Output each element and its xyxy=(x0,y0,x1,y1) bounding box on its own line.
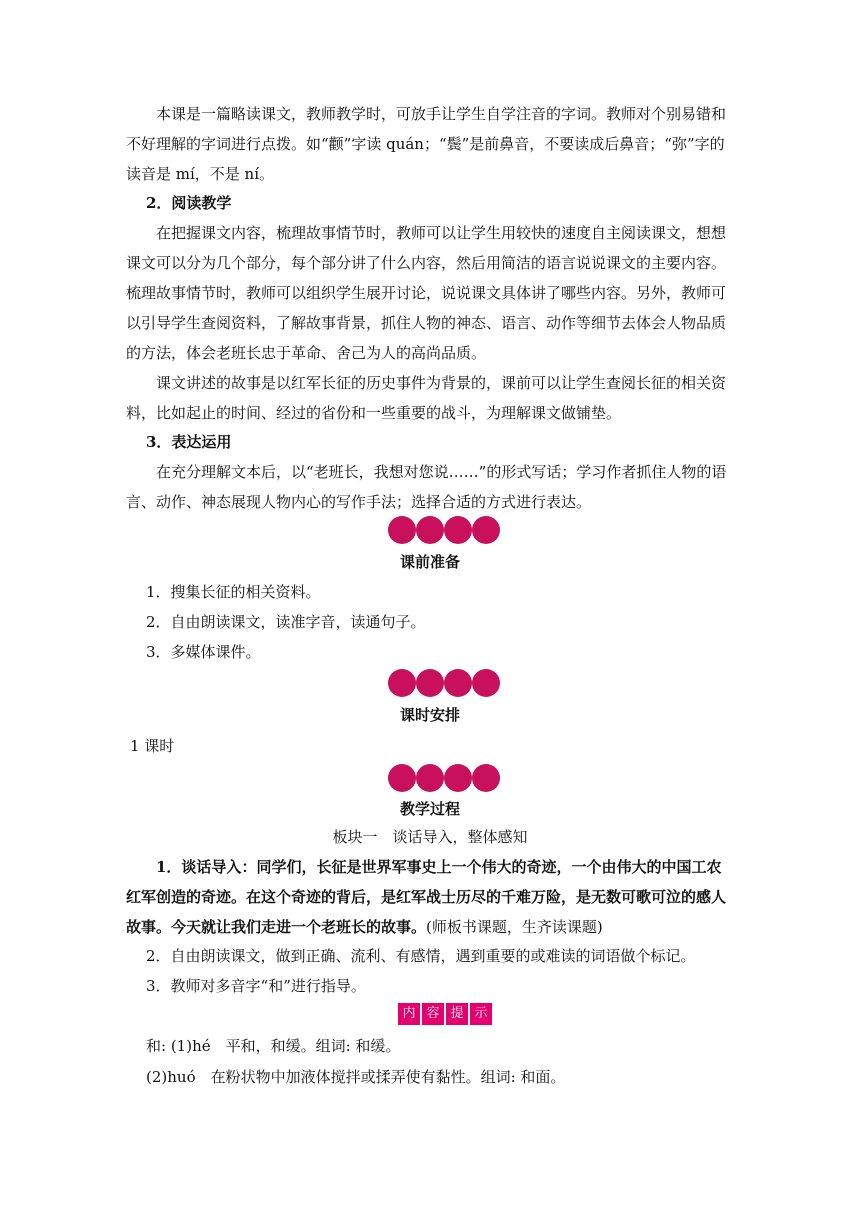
list-item: 2．自由朗读课文，读准字音，读通句子。 xyxy=(146,613,426,631)
list-item-intro xyxy=(126,852,736,942)
schedule-text: 1 课时 xyxy=(130,737,175,755)
paragraph-expression: 在充分理解文本后，以“老班长，我想对您说……”的形式写话；学习作者抓住人物的语言、动作、神态展现人物内心的写作手法；选择合适的方式进行表达。 xyxy=(126,463,727,511)
heading-reading-teaching: 2．阅读教学 xyxy=(146,194,232,212)
section-title-process: 教学过程 xyxy=(399,800,460,818)
tip-char: 容 xyxy=(422,1003,444,1025)
tip-char: 内 xyxy=(398,1003,420,1025)
paragraph-background: 课文讲述的故事是以红军长征的历史事件为背景的，课前可以让学生查阅长征的相关资料，比如起止的时间、经过的省份和一些重要的战斗，为理解课文做铺垫。 xyxy=(126,374,727,422)
pronunciation-line: (2)huó 在粉状物中加液体搅拌或揉弄使有黏性。组词: 和面。 xyxy=(146,1068,566,1086)
intro-text: 1．谈话导入：同学们，长征是世界军事史上一个伟大的奇迹，一个由伟大的中国工农红军创造的奇迹。在这个奇迹的背后，是红军战士历尽的千难万险，是无数可歌可泣的感人故事。今天就让我们走进一个老班长的故事。 xyxy=(126,858,727,936)
section-title-schedule: 课时安排 xyxy=(399,706,460,724)
block-subtitle: 板块一 谈话导入，整体感知 xyxy=(332,828,528,846)
paragraph-reading: 在把握课文内容，梳理故事情节时，教师可以让学生用较快的速度自主阅读课文，想想课文可以分为几个部分，每个部分讲了什么内容，然后用简洁的语言说说课文的主要内容。梳理故事情节时，教师可以组织学生展开讨论，说说课文具体讲了哪些内容。另外，教师可以引导学生查阅资料，了解故事背景，抓住人物的神态、语言、动作等细节去体会人物品质的方法，体会老班长忠于革命、舍己为人的高尚品质。 xyxy=(126,224,727,362)
list-item: 1．搜集长征的相关资料。 xyxy=(146,583,321,601)
paragraph-pronunciation: 本课是一篇略读课文，教师教学时，可放手让学生自学注音的字词。教师对个别易错和不好理解的字词进行点拨。如“颧”字读 quán；“鬓”是前鼻音，不要读成后鼻音；“弥”字的读音是 mí，不是 ní。 xyxy=(126,105,727,183)
pronunciation-line: 和: (1)hé 平和，和缓。组词: 和缓。 xyxy=(146,1037,401,1055)
section-title-preparation: 课前准备 xyxy=(399,553,460,571)
decorative-dots xyxy=(388,762,500,794)
tip-char: 提 xyxy=(446,1003,468,1025)
content-tip-badge xyxy=(398,1003,492,1025)
intro-note: (师板书课题，生齐读课题) xyxy=(426,918,603,936)
tip-char: 示 xyxy=(470,1003,492,1025)
list-item: 3．多媒体课件。 xyxy=(146,643,261,661)
list-item: 2．自由朗读课文，做到正确、流利、有感情，遇到重要的或难读的词语做个标记。 xyxy=(146,947,696,965)
decorative-dots xyxy=(388,514,500,546)
heading-expression: 3．表达运用 xyxy=(146,433,232,451)
decorative-dots xyxy=(388,667,500,699)
list-item: 3．教师对多音字“和”进行指导。 xyxy=(146,977,366,995)
